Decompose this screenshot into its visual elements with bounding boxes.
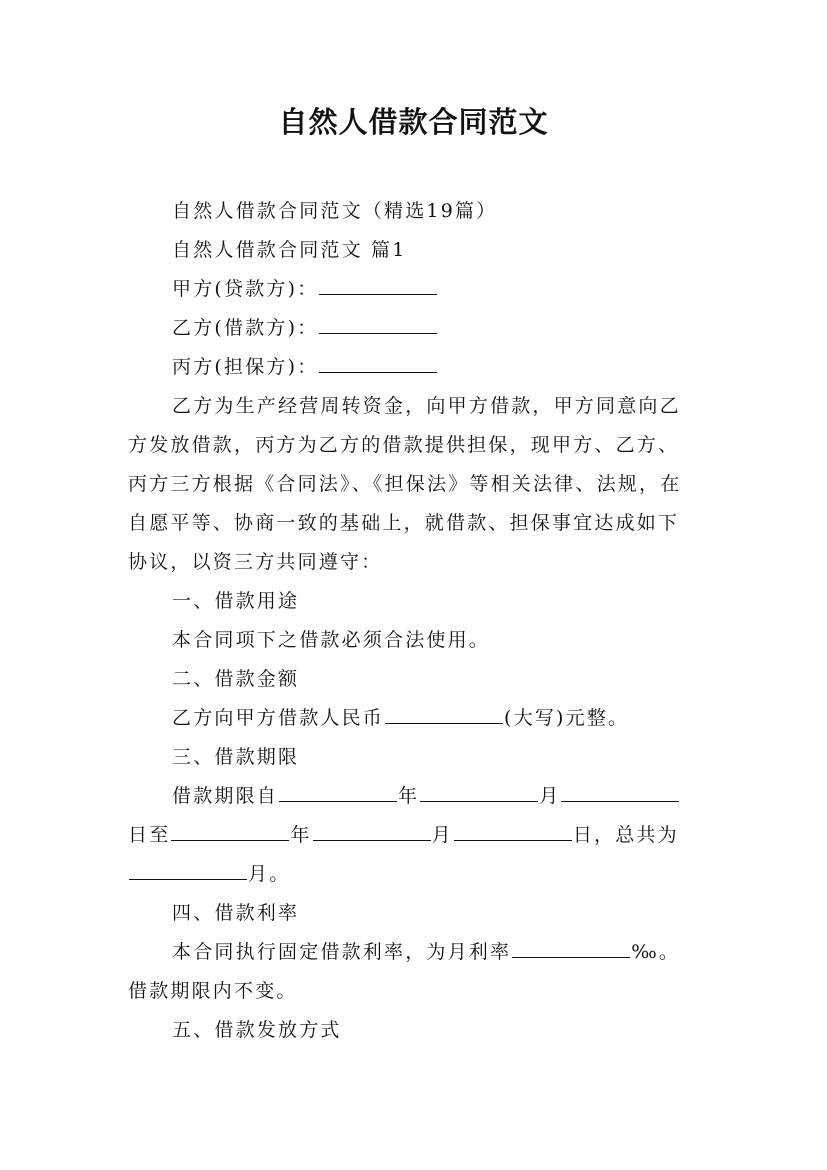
start-month-blank — [420, 783, 538, 802]
intro-line: 丙方三方根据《合同法》、《担保法》等相关法律、法规，在 — [128, 473, 682, 495]
party-c-blank — [319, 354, 437, 373]
rate-blank — [512, 939, 630, 958]
total-months-blank — [129, 861, 247, 880]
end-year-blank — [171, 822, 289, 841]
clause-heading-4: 四、借款利率 — [172, 902, 300, 924]
clause-text-1: 本合同项下之借款必须合法使用。 — [172, 629, 491, 651]
document-body — [128, 192, 708, 1050]
section-heading: 自然人借款合同范文 篇1 — [172, 239, 407, 261]
months-suffix: 月。 — [248, 863, 291, 885]
party-c-label: 丙方(担保方)： — [172, 356, 319, 378]
term-from-label: 借款期限自 — [172, 785, 279, 807]
rate-note: 借款期限内不变。 — [128, 980, 298, 1002]
party-b-blank — [319, 315, 437, 334]
intro-line: 方发放借款，丙方为乙方的借款提供担保，现甲方、乙方、 — [128, 434, 680, 456]
party-b-label: 乙方(借款方)： — [172, 317, 319, 339]
amount-blank — [385, 705, 503, 724]
intro-line: 乙方为生产经营周转资金，向甲方借款，甲方同意向乙 — [172, 395, 681, 417]
rate-label: 本合同执行固定借款利率，为月利率 — [172, 941, 512, 963]
party-a-label: 甲方(贷款方)： — [172, 278, 319, 300]
clause-heading-1: 一、借款用途 — [172, 590, 300, 612]
start-year-blank — [279, 783, 397, 802]
month-label: 月 — [431, 824, 453, 846]
term-line-2 — [128, 816, 708, 855]
party-a-blank — [319, 276, 437, 295]
term-total-label: 日，总共为 — [572, 824, 679, 846]
document-title: 自然人借款合同范文 — [278, 105, 549, 139]
start-day-blank — [561, 783, 679, 802]
party-b-line — [128, 309, 708, 348]
year-label: 年 — [290, 824, 312, 846]
term-line-3 — [128, 855, 708, 894]
clause-heading-2: 二、借款金额 — [172, 668, 300, 690]
rate-line — [128, 933, 708, 972]
party-a-line — [128, 270, 708, 309]
rate-suffix: ‰。 — [631, 941, 681, 963]
intro-line: 协议，以资三方共同遵守： — [128, 551, 383, 573]
intro-line: 自愿平等、协商一致的基础上，就借款、担保事宜达成如下 — [128, 512, 680, 534]
end-day-blank — [454, 822, 572, 841]
party-c-line — [128, 348, 708, 387]
amount-label: 乙方向甲方借款人民币 — [172, 707, 385, 729]
year-label: 年 — [398, 785, 420, 807]
term-to-label: 日至 — [128, 824, 171, 846]
document-subtitle: 自然人借款合同范文（精选19篇） — [172, 200, 498, 222]
end-month-blank — [313, 822, 431, 841]
amount-suffix: (大写)元整。 — [504, 707, 630, 729]
month-label: 月 — [539, 785, 561, 807]
clause-text-2 — [128, 699, 708, 738]
term-line-1 — [128, 777, 708, 816]
clause-heading-3: 三、借款期限 — [172, 746, 300, 768]
clause-heading-5: 五、借款发放方式 — [172, 1019, 342, 1041]
